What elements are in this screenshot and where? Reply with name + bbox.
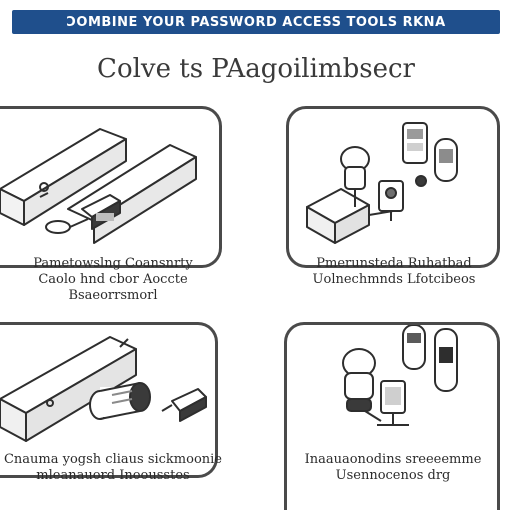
caption-line: Inaauaonodins sreeeemme [304, 452, 482, 467]
caption-top-left [0, 256, 226, 304]
title-banner [12, 10, 500, 34]
hardware-cluster-illustration [289, 109, 500, 268]
diagram-subtitle: Colve ts PAagoilimbsecr [97, 54, 415, 84]
caption-line: Usennocenos drg [335, 468, 451, 483]
caption-line: Pametowslng Coansnrty [33, 256, 193, 271]
caption-bottom-left [0, 452, 226, 484]
caption-top-right [288, 256, 500, 288]
rail-device-illustration [0, 109, 222, 268]
caption-line: Cnauma yogsh cliaus sickmoonie [3, 452, 223, 467]
caption-line: mleanauord Inoousstes [36, 468, 190, 483]
panel-top-right [286, 106, 500, 268]
caption-bottom-right [286, 452, 500, 484]
header-bar [0, 0, 512, 40]
caption-line: Uolnechmnds Lfotcibeos [312, 272, 476, 287]
caption-line: Bsaeorrsmorl [68, 288, 158, 303]
caption-line: Caolo hnd cbor Aoccte [38, 272, 188, 287]
panel-top-left [0, 106, 222, 268]
caption-line: Pmerunsteda Ruhatbad [316, 256, 472, 271]
banner-title: ƆOMBINE YOUR PASSWORD ACCESS TOOLS RKNA [66, 14, 446, 30]
